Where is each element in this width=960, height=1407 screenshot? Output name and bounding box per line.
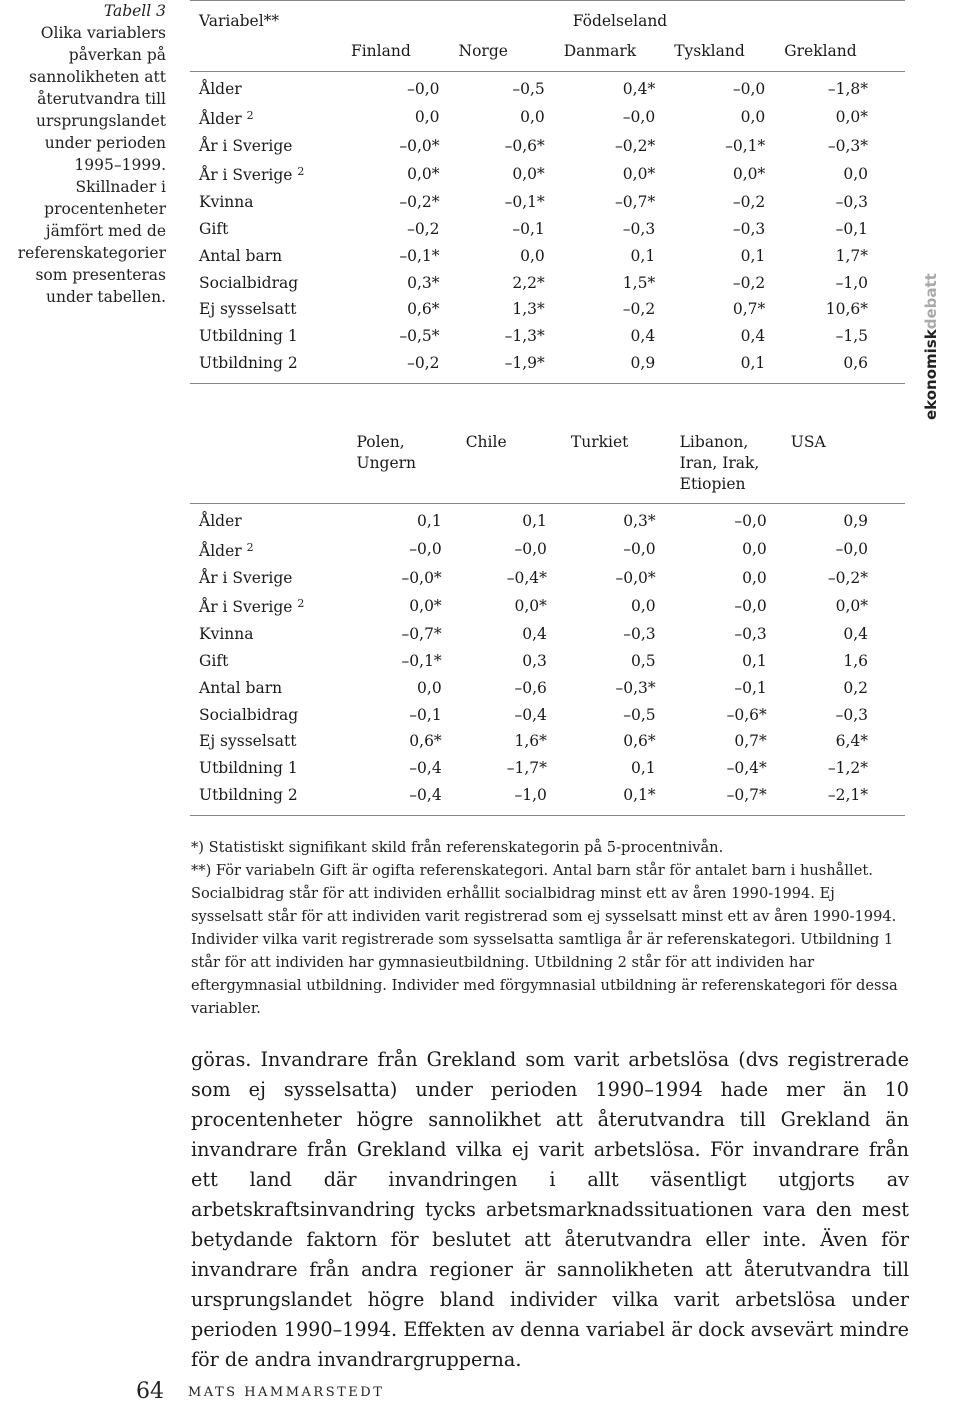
- row-label: Utbildning 1: [199, 759, 298, 778]
- page-number: 64: [136, 1379, 164, 1404]
- row-label: Ej sysselsatt: [199, 732, 297, 751]
- table-row: [190, 350, 905, 383]
- table-cell: –1,2*: [827, 759, 868, 778]
- row-label-superscript: 2: [246, 540, 254, 554]
- table-cell: –0,5*: [399, 327, 440, 346]
- table-row: [190, 755, 905, 782]
- table-cell: –0,3: [732, 219, 766, 238]
- table-cell: 0,2: [843, 678, 868, 697]
- table-cell: 0,0*: [835, 596, 868, 615]
- table-cell: 0,1: [740, 353, 766, 372]
- row-label-superscript: 2: [297, 165, 305, 179]
- table-cell: –0,0: [732, 80, 766, 98]
- table-cell: 0,1: [742, 651, 767, 670]
- table-cell: –0,1*: [401, 651, 442, 670]
- column-header: Tyskland: [658, 31, 768, 72]
- table-cell: 0,0: [742, 568, 767, 587]
- table-row: [190, 565, 905, 592]
- table-cell: –1,8*: [827, 80, 868, 98]
- table-cell: –0,4: [409, 759, 442, 778]
- page-footer: [136, 1378, 736, 1407]
- caption-label: Tabell 3: [103, 2, 166, 20]
- table-notes: [191, 836, 909, 1020]
- table-cell: –1,0: [835, 273, 868, 292]
- row-label: Ålder: [199, 512, 242, 530]
- row-label: År i Sverige: [199, 136, 293, 155]
- table-cell: 1,6: [843, 651, 868, 670]
- table-row: [190, 535, 905, 565]
- row-label: Utbildning 2: [199, 785, 298, 804]
- table-cell: 0,0*: [732, 164, 766, 183]
- column-header: Norge: [443, 31, 548, 72]
- table-row: [190, 72, 905, 103]
- table-row: [190, 675, 905, 702]
- table-row: [190, 159, 905, 189]
- table-cell: 1,5*: [622, 273, 656, 292]
- table-cell: –0,0*: [399, 136, 440, 155]
- table-cell: 0,7*: [734, 732, 767, 751]
- body-paragraph: göras. Invandrare från Grekland som varit arbetslösa (dvs registrerade som ej sysselsatta) under perioden 1990–1994 hade mer än 10 procentenheter högre sannolikhet att återutvandra till Grekland än invandrare från Grekland vilka ej varit arbetslösa. För invandrare från ett land där invandringen i allt väsentligt utgjorts av arbetskraftsinvandring tycks arbetsmarknadssituationen vara den mest betydande faktorn för beslutet att återutvandra eller inte. Även för invandrare från andra regioner är sannolikheten att återutvandra till ursprungslandet högre bland individer vilka varit arbetslösa under perioden 1990–1994. Effekten av denna variabel är dock avsevärt mindre för de andra invandrargrupperna.: [191, 1048, 909, 1371]
- column-header: Polen, Ungern: [336, 420, 445, 504]
- table-cell: –0,6*: [726, 705, 767, 724]
- table-cell: 0,7*: [732, 300, 766, 319]
- table-1-group-header: Födelseland: [572, 12, 668, 30]
- row-label: Utbildning 1: [199, 327, 298, 346]
- row-label: Ålder $^2$: [199, 540, 254, 560]
- table-cell: 0,1: [417, 512, 442, 530]
- table-cell: 0,3*: [623, 512, 656, 530]
- row-label: Kvinna: [199, 625, 254, 644]
- table-cell: –0,3: [835, 193, 868, 212]
- table-cell: –0,1: [734, 678, 767, 697]
- row-label: År i Sverige: [199, 568, 293, 587]
- table-cell: –0,0*: [401, 568, 442, 587]
- table-cell: –0,4: [409, 785, 442, 804]
- row-label: Ej sysselsatt: [199, 300, 297, 319]
- table-cell: –0,0: [407, 80, 440, 98]
- table-2-column-headers: [190, 420, 905, 504]
- table-cell: –0,2: [407, 219, 440, 238]
- row-label: Socialbidrag: [199, 705, 299, 724]
- table-row: [190, 296, 905, 323]
- row-label: Gift: [199, 219, 229, 238]
- table-cell: 0,0*: [512, 164, 545, 183]
- table-cell: –0,7*: [401, 625, 442, 644]
- row-label: Kvinna: [199, 193, 254, 212]
- table-cell: 0,9: [630, 353, 656, 372]
- table-row: [190, 591, 905, 621]
- table-cell: 0,5: [630, 651, 656, 670]
- author-name: MATS HAMMARSTEDT: [188, 1385, 385, 1400]
- table-cell: –0,3*: [827, 136, 868, 155]
- row-label: År i Sverige $^2$: [199, 597, 305, 617]
- table-row: [190, 243, 905, 270]
- table-cell: 0,0: [742, 540, 767, 559]
- table-cell: 0,0*: [835, 108, 868, 127]
- table-cell: 0,0: [414, 108, 440, 127]
- table-cell: –0,5: [623, 705, 656, 724]
- table-row: [190, 216, 905, 243]
- table-cell: –0,2: [732, 193, 766, 212]
- table-cell: 0,1*: [623, 785, 656, 804]
- table-cell: –0,1: [512, 219, 545, 238]
- table-cell: 6,4*: [835, 732, 868, 751]
- table-2: [190, 420, 905, 816]
- table-row: [190, 782, 905, 815]
- journal-brand-vertical: [922, 273, 942, 420]
- table-cell: 0,4: [843, 625, 868, 644]
- table-cell: –0,0: [623, 540, 656, 559]
- row-label-superscript: 2: [297, 597, 305, 611]
- table-cell: 0,0*: [409, 596, 442, 615]
- table-cell: –0,2: [732, 273, 766, 292]
- table-cell: 0,1: [522, 512, 547, 530]
- table-1-column-headers: [190, 31, 905, 72]
- table-cell: 0,1: [630, 759, 656, 778]
- table-row: [190, 323, 905, 350]
- table-cell: –0,4: [514, 705, 547, 724]
- table-cell: –0,1*: [504, 193, 545, 212]
- brand-part-1: ekonomisk: [922, 329, 940, 420]
- table-cell: –0,7*: [615, 193, 656, 212]
- table-cell: 0,0: [417, 678, 442, 697]
- table-row: [190, 728, 905, 755]
- table-row: [190, 103, 905, 133]
- table-row: [190, 270, 905, 297]
- table-cell: 1,3*: [512, 300, 545, 319]
- table-cell: 0,0: [520, 246, 545, 265]
- table-cell: 0,3*: [407, 273, 440, 292]
- table-cell: 0,4*: [622, 80, 656, 98]
- row-label: Ålder: [199, 80, 242, 98]
- table-cell: 0,4: [630, 327, 656, 346]
- table-cell: 0,0: [630, 596, 656, 615]
- table-row: [190, 504, 905, 535]
- table-cell: –1,3*: [504, 327, 545, 346]
- row-label: År i Sverige $^2$: [199, 165, 305, 185]
- table-cell: 0,0*: [407, 164, 440, 183]
- table-cell: –0,2: [622, 300, 656, 319]
- table-cell: 0,0: [520, 108, 545, 127]
- table-cell: –0,0: [835, 540, 868, 559]
- table-cell: 10,6*: [825, 300, 868, 319]
- column-header: Chile: [445, 420, 550, 504]
- table-row: [190, 702, 905, 729]
- row-label: Socialbidrag: [199, 273, 299, 292]
- table-cell: –0,1*: [399, 246, 440, 265]
- table-1-header-row: [190, 1, 905, 32]
- table-row: [190, 648, 905, 675]
- table-cell: –0,1*: [725, 136, 766, 155]
- note-references: **) För variabeln Gift är ogifta referenskategori. Antal barn står för antalet barn i hushållet. Socialbidrag står för att individen erhållit socialbidrag minst ett av åren 1990-1994. Ej sysselsatt står för att individen varit registrerad som ej sysselsatt minst ett av åren 1990-1994. Individer vilka varit registrerade som sysselsatta samtliga år är referenskategori. Utbildning 1 står för att individen har gymnasieutbildning. Utbildning 2 står för att individen har eftergymnasial utbildning. Individer med förgymnasial utbildning är referenskategori för dessa variabler.: [191, 862, 898, 1017]
- table-cell: –1,0: [514, 785, 547, 804]
- table-cell: –0,2*: [399, 193, 440, 212]
- table-cell: 0,6*: [407, 300, 440, 319]
- table-cell: –0,4*: [506, 568, 547, 587]
- table-cell: –0,0: [409, 540, 442, 559]
- row-label: Utbildning 2: [199, 353, 298, 372]
- table-cell: 1,6*: [514, 732, 547, 751]
- column-header: Turkiet: [550, 420, 659, 504]
- table-cell: –0,6*: [504, 136, 545, 155]
- column-header: USA: [770, 420, 905, 504]
- table-1: [190, 0, 905, 384]
- table-cell: –0,3: [835, 705, 868, 724]
- row-label: Ålder $^2$: [199, 108, 254, 128]
- row-label: Gift: [199, 651, 229, 670]
- table-cell: 0,4: [522, 625, 547, 644]
- table-cell: –0,0: [734, 512, 767, 530]
- table-cell: 0,0: [843, 164, 868, 183]
- table-cell: –0,1: [835, 219, 868, 238]
- column-header: Finland: [335, 31, 443, 72]
- table-cell: 0,6*: [409, 732, 442, 751]
- table-cell: –0,2*: [615, 136, 656, 155]
- table-2-body: [190, 504, 905, 816]
- table-cell: 0,0*: [514, 596, 547, 615]
- table-cell: –0,2*: [827, 568, 868, 587]
- table-cell: 0,3: [522, 651, 547, 670]
- body-text: [191, 1045, 909, 1375]
- table-row: [190, 621, 905, 648]
- table-cell: –0,0: [514, 540, 547, 559]
- row-label-superscript: 2: [246, 108, 254, 122]
- table-cell: –0,5: [512, 80, 545, 98]
- table-cell: –2,1*: [827, 785, 868, 804]
- table-cell: –1,9*: [504, 353, 545, 372]
- row-label: Antal barn: [199, 246, 283, 265]
- table-cell: –1,7*: [506, 759, 547, 778]
- table-cell: 0,4: [740, 327, 766, 346]
- table-cell: 0,1: [740, 246, 766, 265]
- table-caption: [8, 0, 166, 308]
- column-header: Libanon, Iran, Irak, Etiopien: [659, 420, 770, 504]
- table-cell: –0,0*: [615, 568, 656, 587]
- table-cell: –0,3: [622, 219, 656, 238]
- table-1-corner: Variabel**: [199, 12, 280, 30]
- caption-text: Olika variablers påverkan på sannolikheten att återutvandra till ursprungslandet under perioden 1995–1999. Skillnader i procentenheter jämfört med de referenskategorier som presenteras under tabellen.: [17, 24, 166, 306]
- table-1-body: [190, 72, 905, 384]
- table-cell: –0,1: [409, 705, 442, 724]
- table-cell: –0,3*: [615, 678, 656, 697]
- table-cell: –1,5: [835, 327, 868, 346]
- table-cell: –0,3: [623, 625, 656, 644]
- table-cell: –0,0: [734, 596, 767, 615]
- table-cell: 2,2*: [512, 273, 545, 292]
- table-row: [190, 133, 905, 160]
- table-cell: 0,0*: [622, 164, 656, 183]
- table-cell: –0,4*: [726, 759, 767, 778]
- table-cell: –0,0: [622, 108, 656, 127]
- table-cell: 0,6: [843, 353, 868, 372]
- table-row: [190, 189, 905, 216]
- table-cell: –0,2: [407, 353, 440, 372]
- table-cell: 0,6*: [623, 732, 656, 751]
- column-header: Grekland: [768, 31, 905, 72]
- table-cell: 0,0: [740, 108, 766, 127]
- table-cell: –0,3: [734, 625, 767, 644]
- table-cell: 1,7*: [835, 246, 868, 265]
- brand-part-2: debatt: [922, 273, 940, 330]
- table-cell: –0,7*: [726, 785, 767, 804]
- row-label: Antal barn: [199, 678, 283, 697]
- note-significance: *) Statistiskt signifikant skild från referenskategorin på 5-procentnivån.: [191, 839, 724, 856]
- column-header: Danmark: [548, 31, 658, 72]
- table-cell: –0,6: [514, 678, 547, 697]
- table-cell: 0,1: [630, 246, 656, 265]
- table-cell: 0,9: [843, 512, 868, 530]
